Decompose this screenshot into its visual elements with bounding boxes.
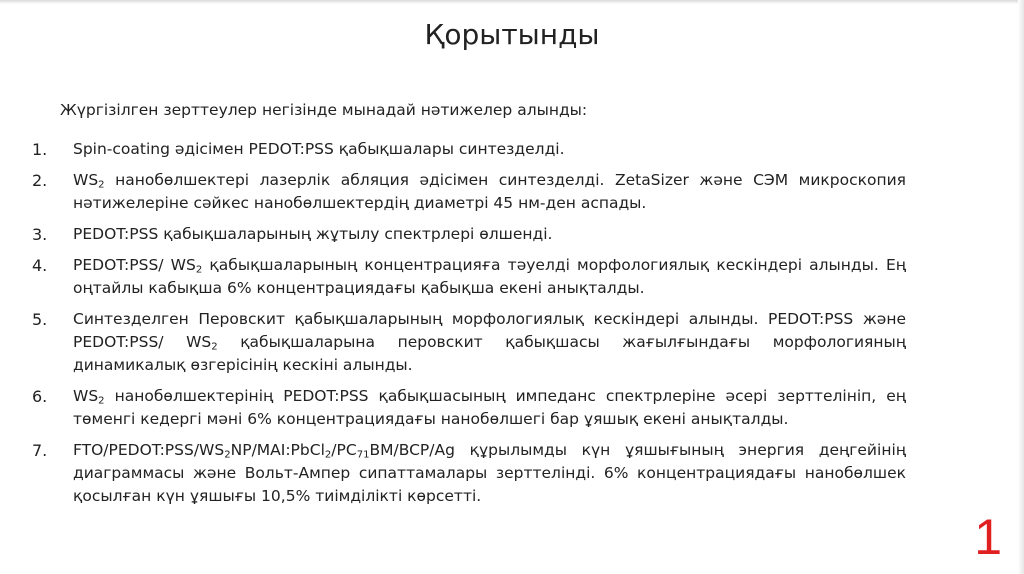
subscript: 2 (224, 449, 231, 461)
text-segment: PEDOT:PSS/ WS (73, 256, 196, 274)
list-item-number: 6. (32, 387, 48, 406)
text-segment: Синтезделген Перовскит қабықшаларының морфологиялық кескіндері алынды. PEDOT:PSS және PEDOT:PSS/ WS (73, 310, 906, 351)
list-item-number: 1. (32, 140, 48, 159)
subscript: 71 (356, 449, 370, 461)
text-segment: Spin-coating әдісімен PEDOT:PSS қабықшалары синтезделді. (73, 140, 565, 158)
subscript: 2 (195, 264, 203, 276)
subscript: 2 (98, 179, 105, 191)
subscript: 2 (324, 449, 332, 461)
text-segment: қабықшаларының концентрацияға тәуелді морфологиялық кескіндері алынды. Ең оңтайлы кабықша 6% концентрациядағы қабықша екені анықталды. (73, 256, 907, 297)
text-segment: /PC (331, 441, 357, 459)
list-item-number: 5. (32, 310, 48, 329)
subscript: 2 (211, 341, 218, 353)
list-item-text (73, 169, 906, 215)
list-item (32, 169, 906, 215)
list-item-text (73, 439, 906, 508)
list-item-number: 3. (32, 225, 48, 244)
text-segment: WS (73, 171, 99, 189)
list-item (32, 254, 906, 300)
text-segment: нанобөлшектері лазерлік абляция әдісімен синтезделді. ZetaSizer және СЭМ микроскопия нәтижелеріне сәйкес нанобөлшектердің диаметрі 45 нм-ден аспады. (73, 171, 906, 212)
list-item-text (73, 138, 906, 161)
list-item (32, 138, 906, 161)
text-segment: PEDOT:PSS қабықшаларының жұтылу спектрлері өлшенді. (73, 225, 553, 243)
list-item-text (73, 254, 906, 300)
results-list (32, 138, 906, 516)
text-segment: NP/MAI:PbCl (230, 441, 325, 459)
list-item-number: 7. (32, 441, 48, 460)
list-item-number: 4. (32, 256, 48, 275)
page-number: 1 (974, 509, 1002, 565)
text-segment: нанобөлшектерінің PEDOT:PSS қабықшасының импеданс спектрлеріне әсері зерттелініп, ең төменгі кедергі мәні 6% концентрациядағы нанобөлшегі бар ұяшық екені анықталды. (73, 387, 906, 428)
text-segment: қабықшаларына перовскит қабықшасы жағылғындағы морфологияның динамикалық өзгерісінің кескіні алынды. (73, 333, 906, 374)
intro-text: Жүргізілген зерттеулер негізінде мынадай нәтижелер алынды: (60, 101, 588, 119)
text-segment: WS (73, 387, 99, 405)
right-shadow (1018, 0, 1024, 574)
list-item (32, 308, 906, 377)
list-item-text (73, 308, 906, 377)
list-item (32, 385, 906, 431)
text-segment: FTO/PEDOT:PSS/WS (73, 441, 225, 459)
list-item (32, 223, 906, 246)
list-item-number: 2. (32, 171, 48, 190)
text-segment: BM/BCP/Ag құрылымды күн ұяшығының энергия деңгейінің диаграммасы және Вольт-Ампер сипаттамалары зерттелінді. 6% концентрациядағы нанобөлшек қосылған күн ұяшығы 10,5% тиімділікті көрсетті. (73, 441, 906, 505)
list-item (32, 439, 906, 508)
list-item-text (73, 385, 906, 431)
top-shadow (0, 0, 1024, 4)
slide-title: Қорытынды (424, 18, 600, 51)
subscript: 2 (98, 395, 105, 407)
list-item-text (73, 223, 906, 246)
